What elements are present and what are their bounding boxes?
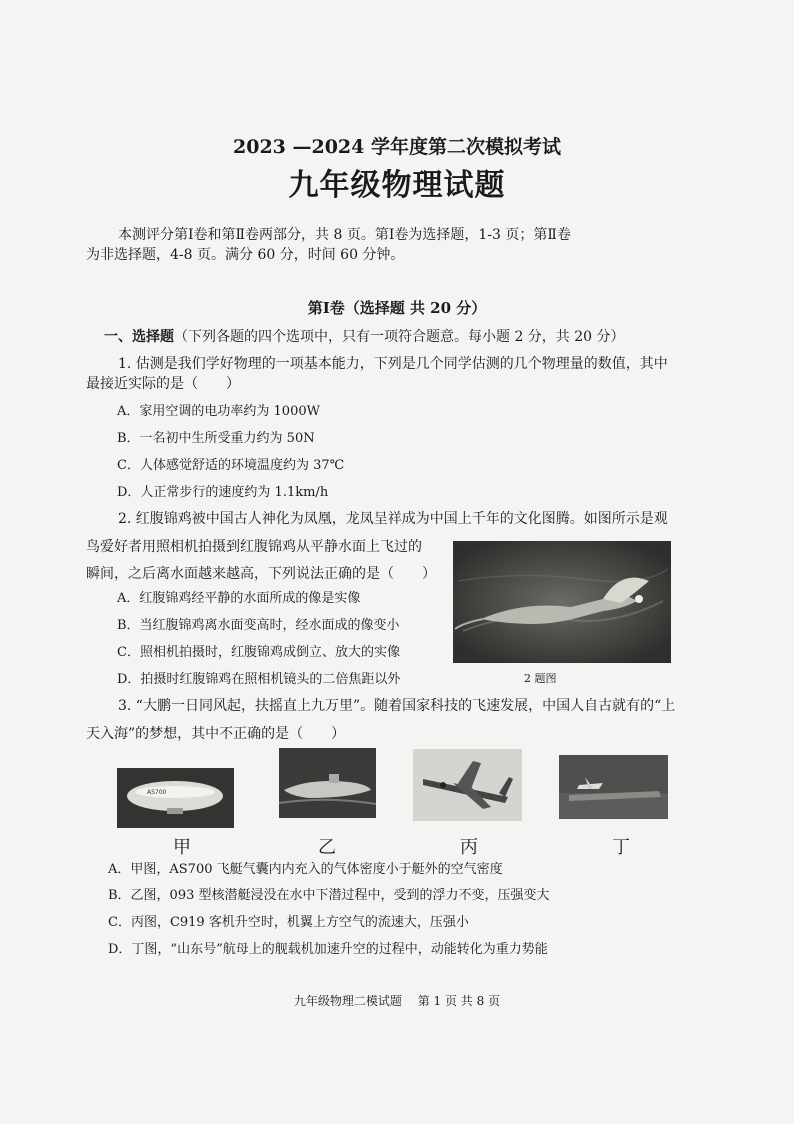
q2-figure-caption: 2 题图 [524, 672, 557, 685]
carrier-jet-photo [559, 755, 668, 819]
q1-stem-line1: 1. 估测是我们学好物理的一项基本能力，下列是几个同学估测的几个物理量的数值，其中 [118, 356, 668, 372]
q2-option-d: D．拍摄时红腹锦鸡在照相机镜头的二倍焦距以外 [117, 672, 401, 687]
q2-stem-line1: 2. 红腹锦鸡被中国古人神化为凤凰，龙凤呈祥成为中国上千年的文化图腾。如图所示是观 [118, 511, 668, 527]
intro-line2: 为非选择题，4-8 页。满分 60 分，时间 60 分钟。 [86, 247, 405, 263]
intro-line1: 本测评分第Ⅰ卷和第Ⅱ卷两部分，共 8 页。第Ⅰ卷为选择题，1-3 页；第Ⅱ卷 [118, 227, 571, 243]
q2-option-c: C．照相机拍摄时，红腹锦鸡成倒立、放大的实像 [117, 645, 400, 660]
figure-label-yi: 乙 [318, 837, 336, 858]
part1-heading [104, 330, 625, 344]
q1-stem-line2: 最接近实际的是（ ） [86, 376, 240, 392]
page-footer: 九年级物理二模试题 第 1 页 共 8 页 [293, 994, 501, 1008]
q3-stem-line2: 天入海”的梦想，其中不正确的是（ ） [86, 726, 346, 742]
airship-photo [117, 768, 234, 828]
submarine-photo [279, 748, 376, 818]
q3-option-a: A．甲图，AS700 飞艇气囊内内充入的气体密度小于艇外的空气密度 [108, 862, 503, 877]
exam-title-line2: 九年级物理试题 [288, 168, 506, 203]
q1-option-b: B．一名初中生所受重力约为 50N [117, 431, 315, 446]
q1-option-d: D．人正常步行的速度约为 1.1km/h [117, 485, 329, 500]
c919-plane-photo [413, 749, 522, 821]
q1-option-c: C．人体感觉舒适的环境温度约为 37℃ [117, 458, 345, 473]
part1-heading-rest: （下列各题的四个选项中，只有一项符合题意。每小题 2 分，共 20 分） [174, 329, 625, 345]
q3-stem-line1: 3. “大鹏一日同风起，扶摇直上九万里”。随着国家科技的飞速发展，中国人自古就有的“上 [118, 698, 676, 714]
figure-label-ding: 丁 [612, 837, 630, 858]
svg-text:AS700: AS700 [147, 789, 167, 796]
part1-heading-bold: 一、选择题 [104, 329, 174, 345]
q2-option-a: A．红腹锦鸡经平静的水面所成的像是实像 [117, 591, 361, 606]
q2-stem-line3: 瞬间，之后离水面越来越高，下列说法正确的是（ ） [86, 566, 436, 582]
figure-label-jia: 甲 [173, 837, 191, 858]
section-title: 第Ⅰ卷（选择题 共 20 分） [307, 299, 487, 317]
exam-title-line1: 2023 —2024 学年度第二次模拟考试 [233, 136, 561, 158]
q2-option-b: B．当红腹锦鸡离水面变高时，经水面成的像变小 [117, 618, 400, 633]
q2-stem-line2: 鸟爱好者用照相机拍摄到红腹锦鸡从平静水面上飞过的 [86, 539, 422, 555]
q3-option-d: D．丁图，“山东号”航母上的舰载机加速升空的过程中，动能转化为重力势能 [108, 942, 548, 957]
pheasant-photo [453, 541, 671, 663]
figure-label-bing: 丙 [460, 837, 478, 858]
q3-option-c: C．丙图，C919 客机升空时，机翼上方空气的流速大，压强小 [108, 915, 469, 930]
q3-option-b: B．乙图，093 型核潜艇浸没在水中下潜过程中，受到的浮力不变，压强变大 [108, 888, 550, 903]
q1-option-a: A．家用空调的电功率约为 1000W [117, 404, 320, 419]
